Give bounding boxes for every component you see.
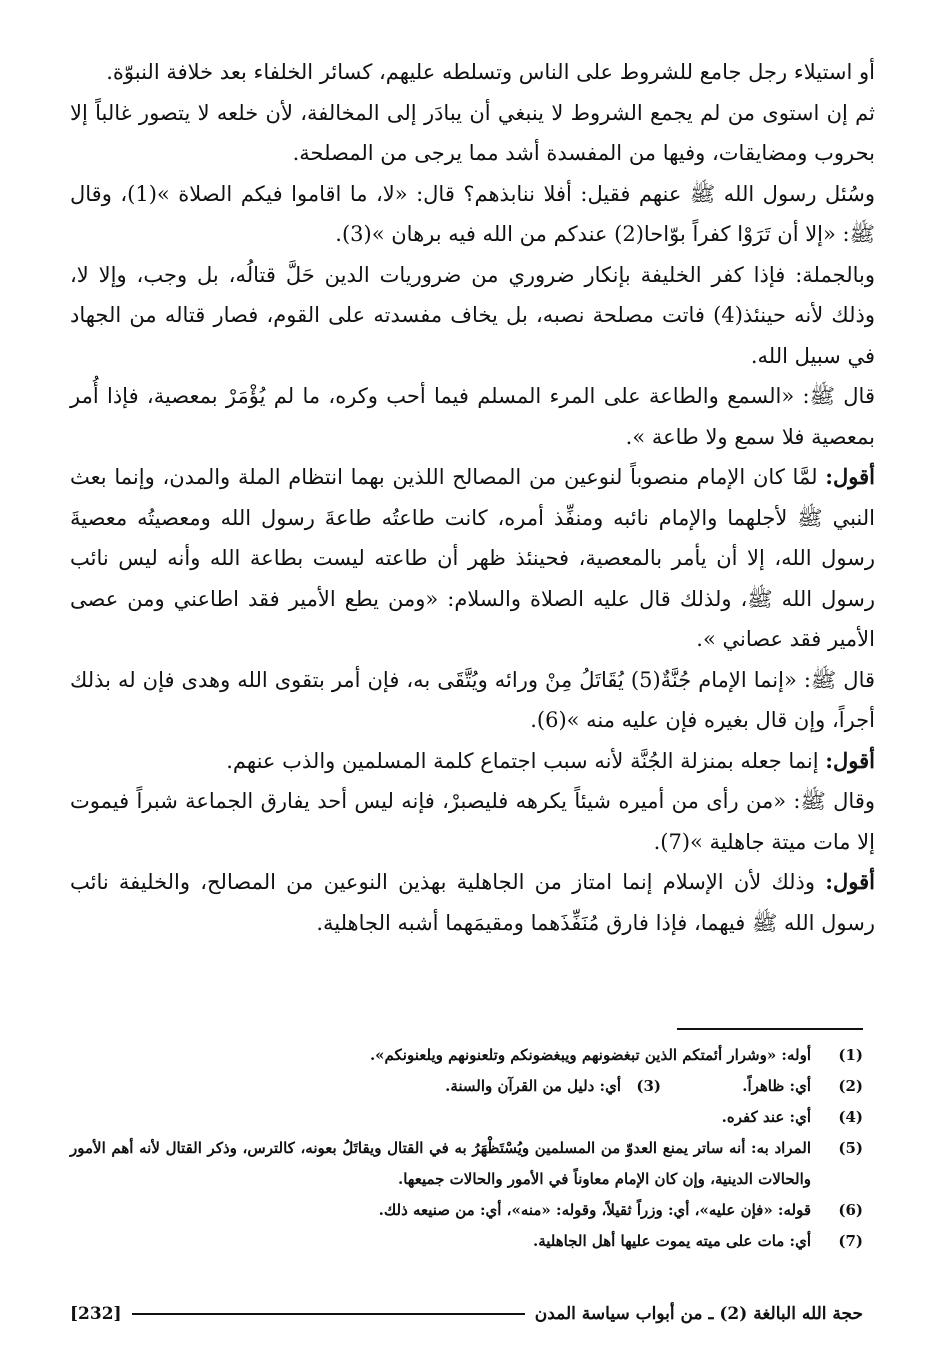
- paragraph-2: ثم إن استوى من لم يجمع الشروط لا ينبغي أن يبادَر إلى المخالفة، لأن خلعه لا يتصور غالباً إلا بحروب ومضايقات، وفيها من المفسدة أشد مما يرجى من المصلحة.: [70, 100, 875, 165]
- main-text: [70, 52, 875, 943]
- footnote: [70, 1133, 863, 1195]
- footnote: [70, 1071, 863, 1102]
- footnote: [70, 1040, 863, 1071]
- footnote: [70, 1102, 863, 1133]
- footer-rule: [132, 1313, 525, 1315]
- footnote-divider: [677, 1028, 863, 1030]
- footnote-text: أي: مات على ميته يموت عليها أهل الجاهلية.: [532, 1232, 811, 1250]
- aqulu-label: أقول:: [825, 464, 875, 489]
- paragraph-8: [70, 741, 875, 782]
- footnote-text: أي: دليل من القرآن والسنة.: [445, 1077, 621, 1095]
- paragraph-10-text: وذلك لأن الإسلام إنما امتاز من الجاهلية بهذين النوعين من المصالح، والخليفة نائب رسول الله ﷺ فيهما، فإذا فارق مُنَفِّذَهما ومقيمَهما أشبه الجاهلية.: [70, 870, 875, 935]
- paragraph-7: قال ﷺ: «إنما الإمام جُنَّةٌ(5) يُقَاتَلُ مِنْ ورائه ويُتَّقَى به، فإن أمر بتقوى الله وهدى فإن له بذلك أجراً، وإن قال بغيره فإن عليه منه »(6).: [70, 667, 876, 732]
- paragraph-9: وقال ﷺ: «من رأى من أميره شيئاً يكرهه فليصبرْ، فإنه ليس أحد يفارق الجماعة شبراً فيموت إلا مات ميتة جاهلية »(7).: [70, 789, 875, 854]
- footnote-number: (5): [838, 1139, 863, 1157]
- paragraph-6-text: لمَّا كان الإمام منصوباً لنوعين من المصالح اللذين بهما انتظام الملة والمدن، وإنما بعث النبي ﷺ لأجلهما والإمام نائبه ومنفِّذ أمره، كانت طاعتُه طاعةَ رسول الله ومعصيتُه معصيةَ رسول الله، إلا أن يأمر بالمعصية، فحينئذ ظهر أن طاعته ليست بطاعة الله وأنه ليس نائب رسول الله ﷺ، ولذلك قال عليه الصلاة والسلام: «ومن يطع الأمير فقد اطاعني ومن عصى الأمير فقد عصاني ».: [70, 465, 875, 651]
- footnote-text: قوله: «فإن عليه»، أي: وزراً ثقيلاً، وقوله: «منه»، أي: من صنيعه ذلك.: [378, 1201, 811, 1219]
- aqulu-label: أقول:: [825, 747, 875, 773]
- footnote-text: أي: ظاهراً.: [742, 1077, 811, 1095]
- page-footer: [70, 1304, 863, 1324]
- paragraph-6: [70, 457, 875, 660]
- paragraph-1: أو استيلاء رجل جامع للشروط على الناس وتسلطه عليهم، كسائر الخلفاء بعد خلافة النبوّة.: [106, 60, 875, 84]
- footnote-number: (1): [838, 1046, 863, 1064]
- page-number: [232]: [70, 1304, 122, 1324]
- paragraph-8-text: إنما جعله بمنزلة الجُنَّة لأنه سبب اجتماع كلمة المسلمين والذب عنهم.: [226, 748, 826, 773]
- footnote-text: أي: عند كفره.: [721, 1108, 811, 1126]
- footnote-number: (7): [838, 1232, 863, 1250]
- footnote-number: (6): [838, 1201, 863, 1219]
- paragraph-3: وسُئل رسول الله ﷺ عنهم فقيل: أفلا ننابذهم؟ قال: «لا، ما اقاموا فيكم الصلاة »(1)، وقال ﷺ: «إلا أن تَرَوْا كفراً بوّاحا(2) عندكم من الله فيه برهان »(3).: [70, 181, 876, 246]
- footnote-number: (2): [838, 1077, 863, 1095]
- footnote-number: (3): [636, 1077, 661, 1095]
- running-title: حجة الله البالغة (2) ـ من أبواب سياسة المدن: [534, 1304, 863, 1324]
- footnote: [70, 1195, 863, 1226]
- footnote-text: المراد به: أنه ساتر يمنع العدوّ من المسلمين ويُسْتَظْهَرُ به في القتال ويقاتَلُ بعونه، كالترس، وذكر القتال لأنه أهم الأمور والحالات الدينية، وإن كان الإمام معاوناً في الأمور والحالات جميعها.: [70, 1139, 811, 1188]
- footnote: [70, 1226, 863, 1257]
- paragraph-5: قال ﷺ: «السمع والطاعة على المرء المسلم فيما أحب وكره، ما لم يُؤْمَرْ بمعصية، فإذا أُمر بمعصية فلا سمع ولا طاعة ».: [70, 384, 875, 449]
- footnote-number: (4): [838, 1108, 863, 1126]
- paragraph-4: وبالجملة: فإذا كفر الخليفة بإنكار ضروري من ضروريات الدين حَلَّ قتالُه، بل وجب، وإلا لا، وذلك لأنه حينئذ(4) فاتت مصلحة نصبه، بل يخاف مفسدته على القوم، فصار قتاله من الجهاد في سبيل الله.: [70, 262, 875, 368]
- footnote-text: أوله: «وشرار أئمتكم الذين تبغضونهم ويبغضونكم وتلعنونهم ويلعنونكم».: [369, 1046, 811, 1064]
- paragraph-10: [70, 862, 875, 943]
- aqulu-label: أقول:: [825, 869, 875, 894]
- footnotes: [70, 1040, 863, 1257]
